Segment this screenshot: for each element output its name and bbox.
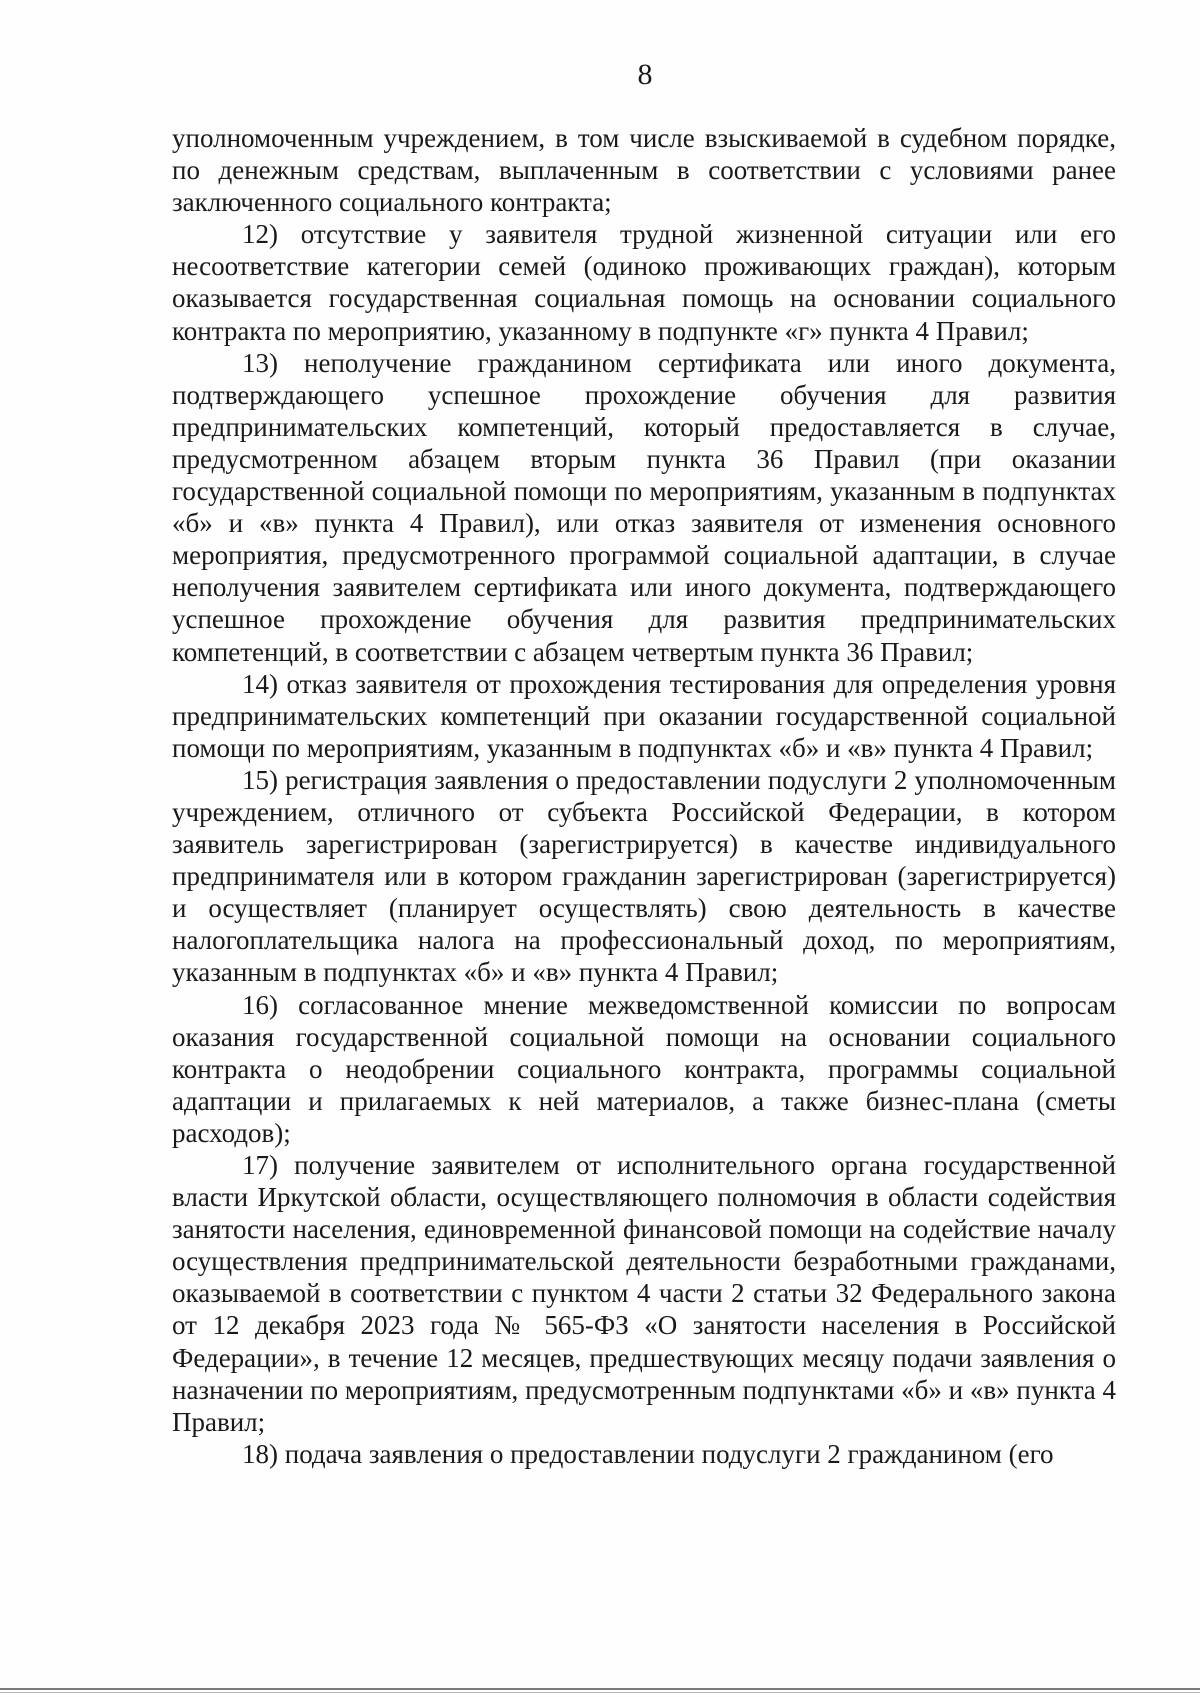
- paragraph-item-14: 14) отказ заявителя от прохождения тестирования для определения уровня предпринимательских компетенций при оказании государственной социальной помощи по мероприятиям, указанным в подпунктах «б» и «в» пункта 4 Правил;: [172, 668, 1116, 763]
- paragraph-item-12: 12) отсутствие у заявителя трудной жизненной ситуации или его несоответствие категории семей (одиноко проживающих граждан), которым оказывается государственная социальная помощь на основании социального контракта по мероприятию, указанному в подпункте «г» пункта 4 Правил;: [172, 219, 1116, 346]
- paragraph-item-13: 13) неполучение гражданином сертификата или иного документа, подтверждающего успешное прохождение обучения для развития предпринимательских компетенций, который предоставляется в случае, предусмотренном абзацем вторым пункта 36 Правил (при оказании государственной социальной помощи по мероприятиям, указанным в подпунктах «б» и «в» пункта 4 Правил), или отказ заявителя от изменения основного мероприятия, предусмотренного программой социальной адаптации, в случае неполучения заявителем сертификата или иного документа, подтверждающего успешное прохождение обучения для развития предпринимательских компетенций, в соответствии с абзацем четвертым пункта 36 Правил;: [172, 347, 1116, 667]
- paragraph-continuation: уполномоченным учреждением, в том числе взыскиваемой в судебном порядке, по денежным средствам, выплаченным в соответствии с условиями ранее заключенного социального контракта;: [172, 123, 1116, 218]
- page-number: 8: [637, 58, 653, 91]
- scan-edge-line-secondary: [0, 1692, 1200, 1693]
- scan-edge-line: [0, 1688, 1200, 1690]
- paragraph-item-18: 18) подача заявления о предоставлении подуслуги 2 гражданином (его: [242, 1438, 1054, 1469]
- paragraph-item-16: 16) согласованное мнение межведомственной комиссии по вопросам оказания государственной социальной помощи на основании социального контракта о неодобрении социального контракта, программы социальной адаптации и прилагаемых к ней материалов, а также бизнес-плана (сметы расходов);: [172, 989, 1116, 1148]
- paragraph-item-17: 17) получение заявителем от исполнительного органа государственной власти Иркутской области, осуществляющего полномочия в области содействия занятости населения, единовременной финансовой помощи на содействие началу осуществления предпринимательской деятельности безработными гражданами, оказываемой в соответствии с пунктом 4 части 2 статьи 32 Федерального закона от 12 декабря 2023 года № 565-ФЗ «О занятости населения в Российской Федерации», в течение 12 месяцев, предшествующих месяцу подачи заявления о назначении по мероприятиям, предусмотренным подпунктами «б» и «в» пункта 4 Правил;: [172, 1150, 1116, 1437]
- paragraph-item-15: 15) регистрация заявления о предоставлении подуслуги 2 уполномоченным учреждением, отличного от субъекта Российской Федерации, в котором заявитель зарегистрирован (зарегистрируется) в качестве индивидуального предпринимателя или в котором гражданин зарегистрирован (зарегистрируется) и осуществляет (планирует осуществлять) свою деятельность в качестве налогоплательщика налога на профессиональный доход, по мероприятиям, указанным в подпунктах «б» и «в» пункта 4 Правил;: [172, 764, 1116, 988]
- document-body: [172, 122, 1116, 1470]
